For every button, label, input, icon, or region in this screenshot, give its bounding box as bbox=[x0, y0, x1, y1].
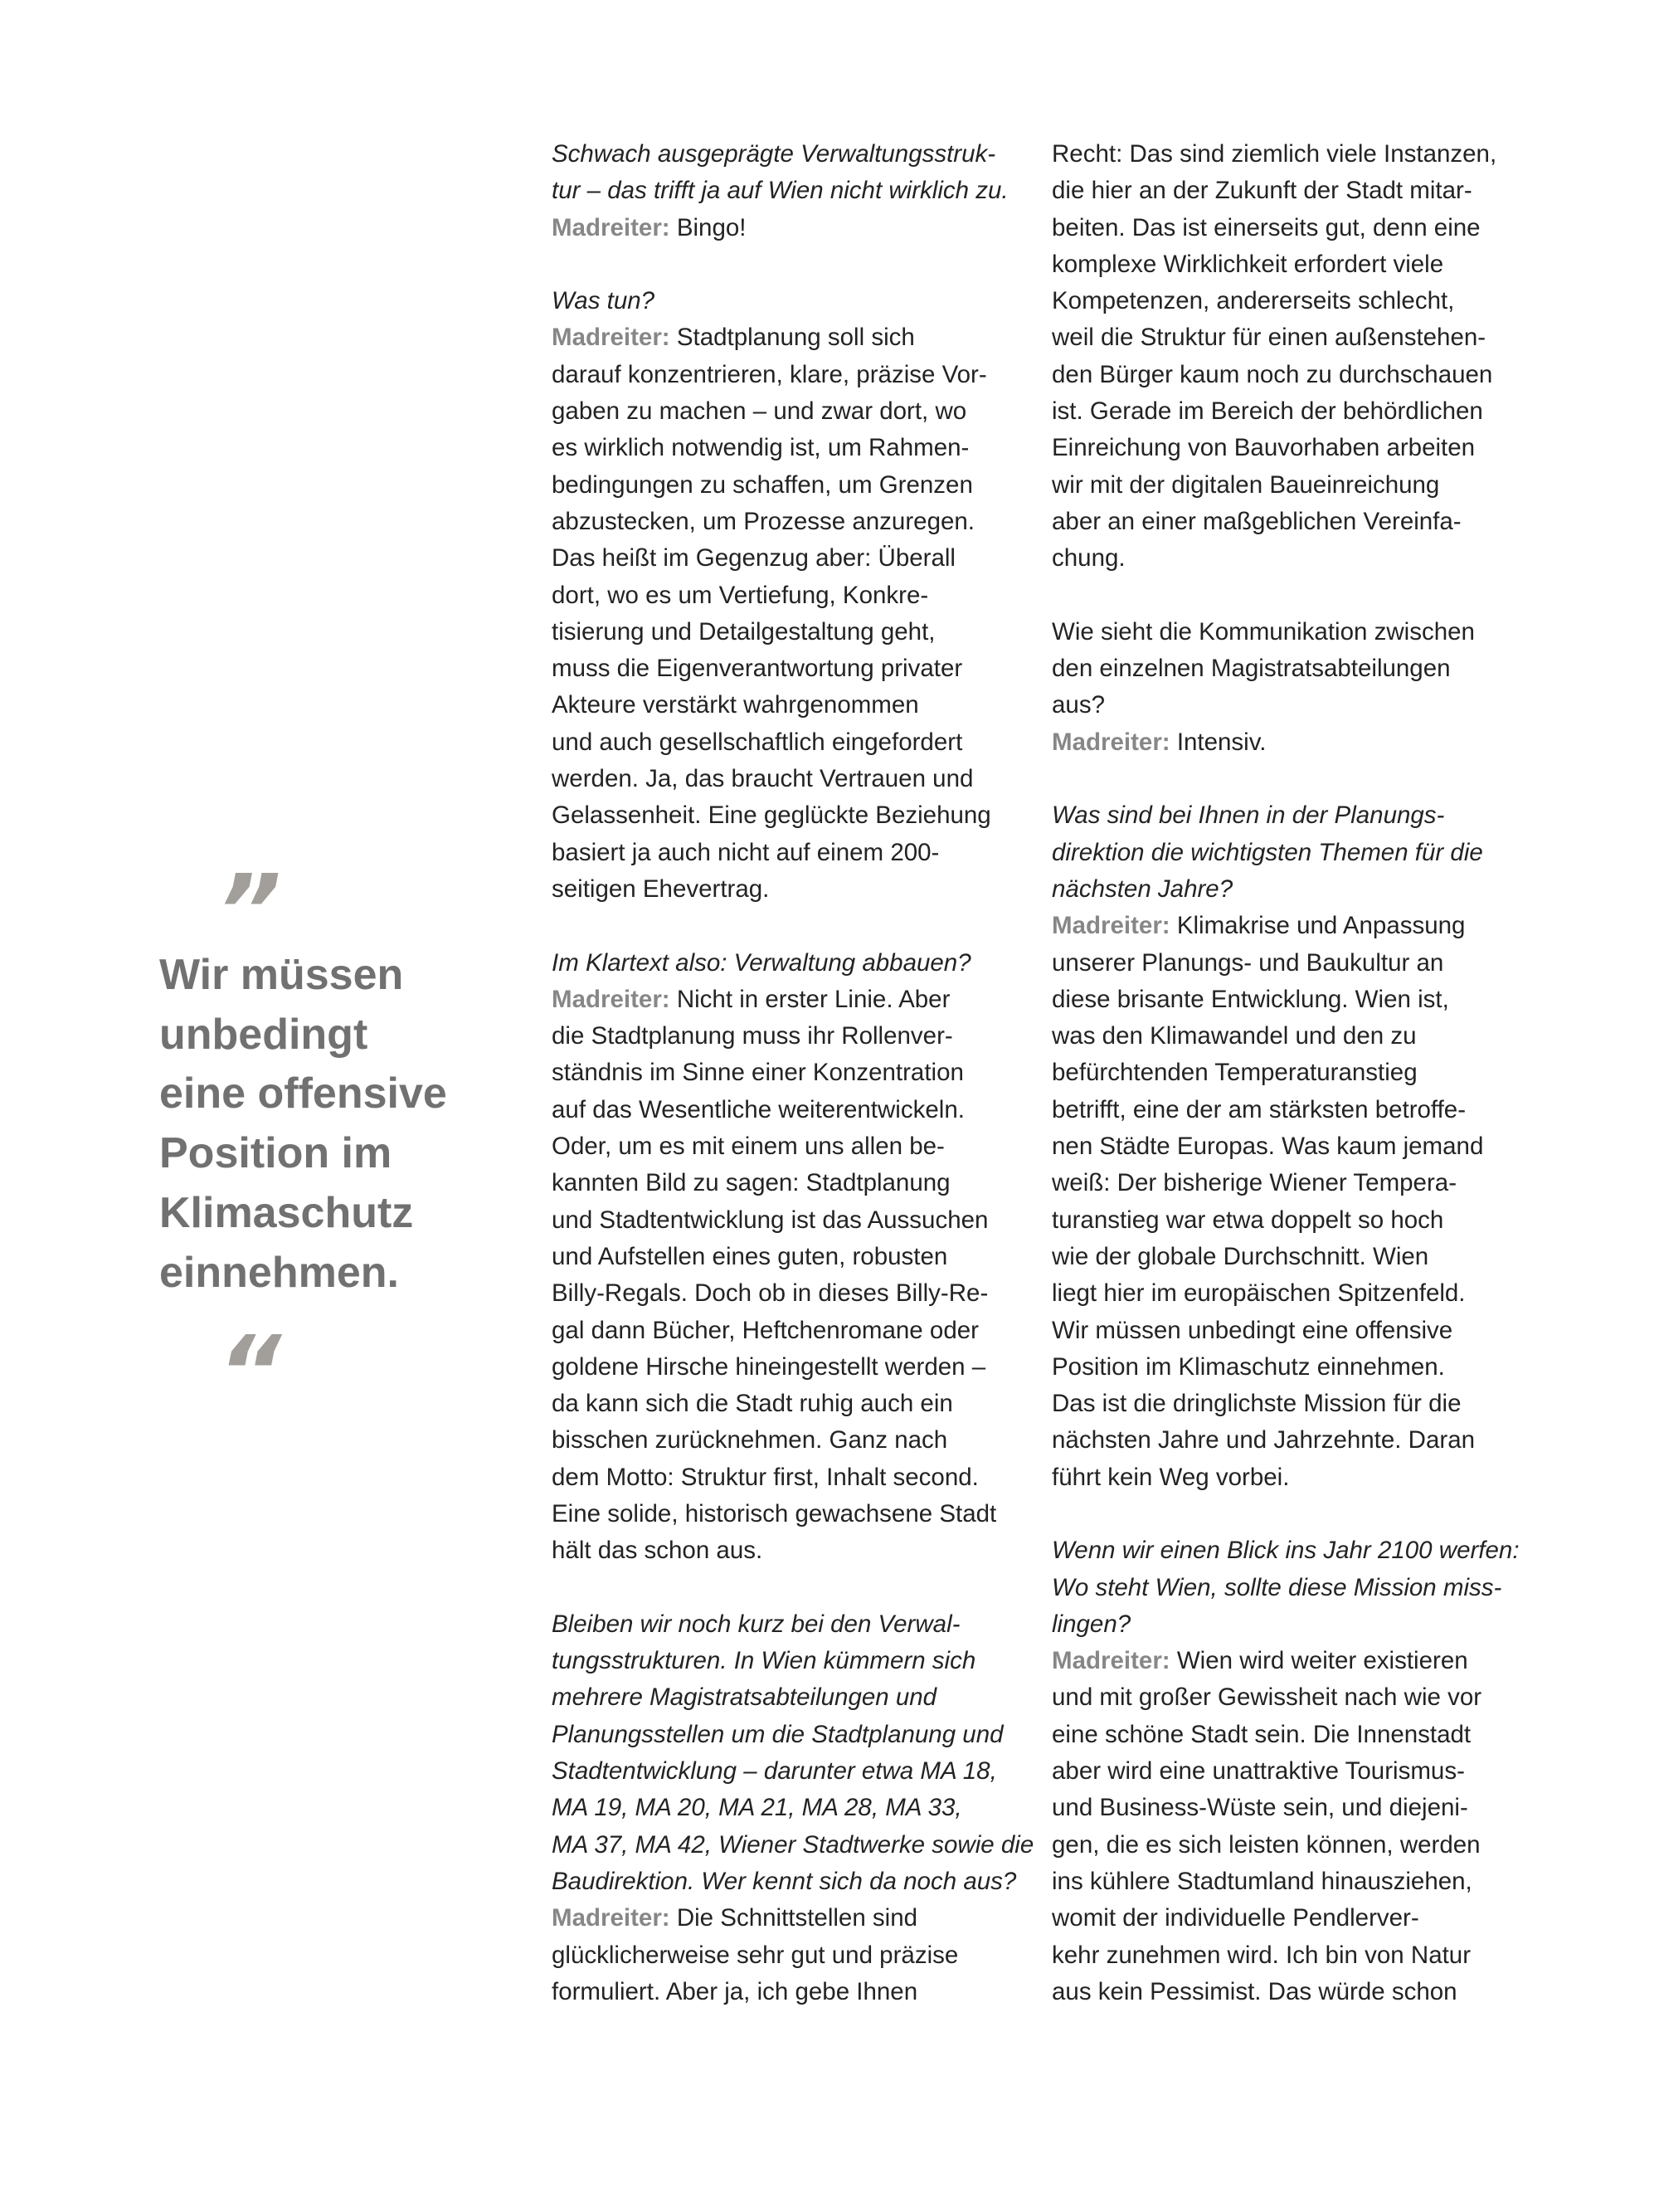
pull-quote-line: Position im bbox=[159, 1129, 392, 1178]
paragraph-spacer bbox=[552, 908, 1049, 944]
interview-question-line: tur – das trifft ja auf Wien nicht wirklich zu. bbox=[552, 177, 1009, 205]
body-text-line: befürchtenden Temperaturanstieg bbox=[1052, 1059, 1418, 1087]
speaker-label: Madreiter: bbox=[552, 324, 670, 352]
body-text-line: darauf konzentrieren, klare, präzise Vor- bbox=[552, 360, 987, 388]
body-text-line: führt kein Weg vorbei. bbox=[1052, 1463, 1290, 1491]
body-text-line: dort, wo es um Vertiefung, Konkre- bbox=[552, 581, 929, 609]
speaker-label: Madreiter: bbox=[552, 985, 670, 1013]
body-text-line: eine schöne Stadt sein. Die Innenstadt bbox=[1052, 1720, 1472, 1748]
body-text-line: muss die Eigenverantwortung privater bbox=[552, 655, 963, 683]
body-text-line: tisierung und Detailgestaltung geht, bbox=[552, 617, 936, 646]
interview-question-line: Was tun? bbox=[552, 287, 655, 315]
closing-quote-mark-top: ” bbox=[217, 855, 282, 970]
body-text-line: Das ist die dringlichste Mission für die bbox=[1052, 1390, 1462, 1418]
body-text-line: abzustecken, um Prozesse anzuregen. bbox=[552, 507, 975, 535]
body-text-line: wir mit der digitalen Baueinreichung bbox=[1052, 470, 1440, 499]
body-text-line: es wirklich notwendig ist, um Rahmen- bbox=[552, 434, 970, 462]
body-text-line: und Stadtentwicklung ist das Aussuchen bbox=[552, 1206, 989, 1234]
interview-question-line: Stadtentwicklung – darunter etwa MA 18, bbox=[552, 1757, 997, 1786]
body-text-line: ständnis im Sinne einer Konzentration bbox=[552, 1059, 964, 1087]
speaker-label: Madreiter: bbox=[1052, 728, 1170, 756]
body-text-line: Wie sieht die Kommunikation zwischen bbox=[1052, 617, 1475, 646]
pull-quote-line: Klimaschutz bbox=[159, 1188, 414, 1237]
answer-text: Klimakrise und Anpassung bbox=[1170, 912, 1466, 940]
paragraph-spacer bbox=[1052, 761, 1550, 797]
interview-answer-start bbox=[1052, 1643, 1550, 1679]
answer-text: Die Schnittstellen sind bbox=[669, 1904, 918, 1932]
body-text-line: werden. Ja, das braucht Vertrauen und bbox=[552, 765, 974, 793]
body-text-line: dem Motto: Struktur first, Inhalt second. bbox=[552, 1463, 979, 1491]
interview-answer-start bbox=[552, 982, 1049, 1018]
paragraph-spacer bbox=[552, 1570, 1049, 1606]
interview-answer-start bbox=[552, 210, 1049, 246]
body-text-line: die hier an der Zukunft der Stadt mitar- bbox=[1052, 177, 1472, 205]
body-text-line: auf das Wesentliche weiterentwickeln. bbox=[552, 1095, 965, 1123]
answer-text: Bingo! bbox=[669, 213, 747, 241]
body-text-line: gaben zu machen – und zwar dort, wo bbox=[552, 397, 967, 426]
body-text-line: bisschen zurücknehmen. Ganz nach bbox=[552, 1426, 948, 1454]
interview-question-line: Baudirektion. Wer kennt sich da noch aus? bbox=[552, 1867, 1017, 1895]
body-text-line: ins kühlere Stadtumland hinausziehen, bbox=[1052, 1867, 1472, 1895]
pull-quote bbox=[159, 946, 491, 1303]
body-text-line: aus kein Pessimist. Das würde schon bbox=[1052, 1977, 1457, 2005]
answer-text: Nicht in erster Linie. Aber bbox=[669, 985, 951, 1013]
interview-question-line: mehrere Magistratsabteilungen und bbox=[552, 1683, 937, 1712]
body-text-line: Kompetenzen, andererseits schlecht, bbox=[1052, 287, 1455, 315]
body-text-line: und Business-Wüste sein, und diejeni- bbox=[1052, 1794, 1468, 1822]
body-text-line: nächsten Jahre und Jahrzehnte. Daran bbox=[1052, 1426, 1476, 1454]
body-text-line: seitigen Ehevertrag. bbox=[552, 875, 770, 903]
body-text-line: unserer Planungs- und Baukultur an bbox=[1052, 948, 1444, 977]
body-text-line: ist. Gerade im Bereich der behördlichen bbox=[1052, 397, 1483, 426]
body-text-line: beiten. Das ist einerseits gut, denn eine bbox=[1052, 213, 1481, 241]
pull-quote-line: eine offensive bbox=[159, 1069, 447, 1118]
interview-question-line: Planungsstellen um die Stadtplanung und bbox=[552, 1720, 1004, 1748]
interview-question-line: Wo steht Wien, sollte diese Mission miss- bbox=[1052, 1573, 1502, 1601]
text-column-left bbox=[552, 136, 1049, 2010]
body-text-line: Das heißt im Gegenzug aber: Überall bbox=[552, 544, 956, 572]
body-text-line: den Bürger kaum noch zu durchschauen bbox=[1052, 360, 1493, 388]
interview-question-line: MA 37, MA 42, Wiener Stadtwerke sowie die bbox=[552, 1830, 1034, 1859]
body-text-line: aus? bbox=[1052, 691, 1105, 719]
body-text-line: aber an einer maßgeblichen Vereinfa- bbox=[1052, 507, 1462, 535]
paragraph-spacer bbox=[1052, 1496, 1550, 1532]
text-column-right bbox=[1052, 136, 1550, 2010]
pull-quote-line: Wir müssen bbox=[159, 951, 404, 999]
interview-question-line: Was sind bei Ihnen in der Planungs- bbox=[1052, 801, 1445, 830]
interview-question-line: lingen? bbox=[1052, 1610, 1131, 1638]
body-text-line: gal dann Bücher, Heftchenromane oder bbox=[552, 1316, 979, 1344]
body-text-line: und auch gesellschaftlich eingefordert bbox=[552, 728, 963, 756]
body-text-line: aber wird eine unattraktive Tourismus- bbox=[1052, 1757, 1465, 1786]
body-text-line: Recht: Das sind ziemlich viele Instanzen, bbox=[1052, 140, 1497, 168]
interview-question-line: MA 19, MA 20, MA 21, MA 28, MA 33, bbox=[552, 1794, 962, 1822]
body-text-line: basiert ja auch nicht auf einem 200- bbox=[552, 838, 940, 866]
body-text-line: gen, die es sich leisten können, werden bbox=[1052, 1830, 1481, 1859]
interview-answer-start bbox=[552, 1900, 1049, 1937]
body-text-line: Akteure verstärkt wahrgenommen bbox=[552, 691, 919, 719]
body-text-line: chung. bbox=[1052, 544, 1126, 572]
speaker-label: Madreiter: bbox=[1052, 912, 1170, 940]
body-text-line: Eine solide, historisch gewachsene Stadt bbox=[552, 1499, 997, 1527]
interview-answer-start bbox=[1052, 908, 1550, 944]
body-text-line: womit der individuelle Pendlerver- bbox=[1052, 1904, 1419, 1932]
body-text-line: Billy-Regals. Doch ob in dieses Billy-Re- bbox=[552, 1279, 989, 1308]
body-text-line: turanstieg war etwa doppelt so hoch bbox=[1052, 1206, 1444, 1234]
answer-text: Intensiv. bbox=[1170, 728, 1267, 756]
body-text-line: und mit großer Gewissheit nach wie vor bbox=[1052, 1683, 1482, 1712]
interview-answer-start bbox=[1052, 724, 1550, 761]
interview-question-line: Schwach ausgeprägte Verwaltungsstruk- bbox=[552, 140, 996, 168]
answer-text: Wien wird weiter existieren bbox=[1170, 1647, 1468, 1675]
body-text-line: kehr zunehmen wird. Ich bin von Natur bbox=[1052, 1941, 1472, 1969]
body-text-line: wie der globale Durchschnitt. Wien bbox=[1052, 1242, 1429, 1270]
body-text-line: und Aufstellen eines guten, robusten bbox=[552, 1242, 948, 1270]
pull-quote-line: unbedingt bbox=[159, 1010, 368, 1059]
answer-text: Stadtplanung soll sich bbox=[669, 324, 915, 352]
speaker-label: Madreiter: bbox=[552, 1904, 670, 1932]
interview-question-line: direktion die wichtigsten Themen für die bbox=[1052, 838, 1483, 866]
body-text-line: da kann sich die Stadt ruhig auch ein bbox=[552, 1390, 953, 1418]
body-text-line: glücklicherweise sehr gut und präzise bbox=[552, 1941, 959, 1969]
body-text-line: liegt hier im europäischen Spitzenfeld. bbox=[1052, 1279, 1466, 1308]
body-text-line: Wir müssen unbedingt eine offensive bbox=[1052, 1316, 1453, 1344]
pull-quote-line: einnehmen. bbox=[159, 1248, 399, 1297]
paragraph-spacer bbox=[552, 246, 1049, 283]
interview-question-line: Im Klartext also: Verwaltung abbauen? bbox=[552, 948, 971, 977]
body-text-line: Position im Klimaschutz einnehmen. bbox=[1052, 1352, 1445, 1381]
body-text-line: nen Städte Europas. Was kaum jemand bbox=[1052, 1133, 1484, 1161]
body-text-line: kannten Bild zu sagen: Stadtplanung bbox=[552, 1169, 951, 1197]
body-text-line: Gelassenheit. Eine geglückte Beziehung bbox=[552, 801, 991, 830]
interview-answer-start bbox=[552, 319, 1049, 356]
interview-question-line: nächsten Jahre? bbox=[1052, 875, 1233, 903]
body-text-line: Einreichung von Bauvorhaben arbeiten bbox=[1052, 434, 1476, 462]
body-text-line: weil die Struktur für einen außenstehen- bbox=[1052, 324, 1486, 352]
body-text-line: den einzelnen Magistratsabteilungen bbox=[1052, 655, 1451, 683]
body-text-line: die Stadtplanung muss ihr Rollenver- bbox=[552, 1022, 953, 1050]
speaker-label: Madreiter: bbox=[552, 213, 670, 241]
opening-quote-mark-bottom: “ bbox=[217, 1316, 282, 1431]
interview-question-line: tungsstrukturen. In Wien kümmern sich bbox=[552, 1647, 976, 1675]
body-text-line: was den Klimawandel und den zu bbox=[1052, 1022, 1417, 1050]
body-text-line: formuliert. Aber ja, ich gebe Ihnen bbox=[552, 1977, 918, 2005]
interview-question-line: Wenn wir einen Blick ins Jahr 2100 werfen: bbox=[1052, 1537, 1520, 1565]
body-text-line: betrifft, eine der am stärksten betroffe- bbox=[1052, 1095, 1467, 1123]
body-text-line: hält das schon aus. bbox=[552, 1537, 763, 1565]
speaker-label: Madreiter: bbox=[1052, 1647, 1170, 1675]
body-text-line: goldene Hirsche hineingestellt werden – bbox=[552, 1352, 986, 1381]
body-text-line: Oder, um es mit einem uns allen be- bbox=[552, 1133, 945, 1161]
body-text-line: komplexe Wirklichkeit erfordert viele bbox=[1052, 250, 1444, 278]
body-text-line: weiß: Der bisherige Wiener Tempera- bbox=[1052, 1169, 1457, 1197]
paragraph-spacer bbox=[1052, 577, 1550, 614]
interview-question-line: Bleiben wir noch kurz bei den Verwal- bbox=[552, 1610, 961, 1638]
body-text-line: bedingungen zu schaffen, um Grenzen bbox=[552, 470, 973, 499]
body-text-line: diese brisante Entwicklung. Wien ist, bbox=[1052, 985, 1449, 1013]
